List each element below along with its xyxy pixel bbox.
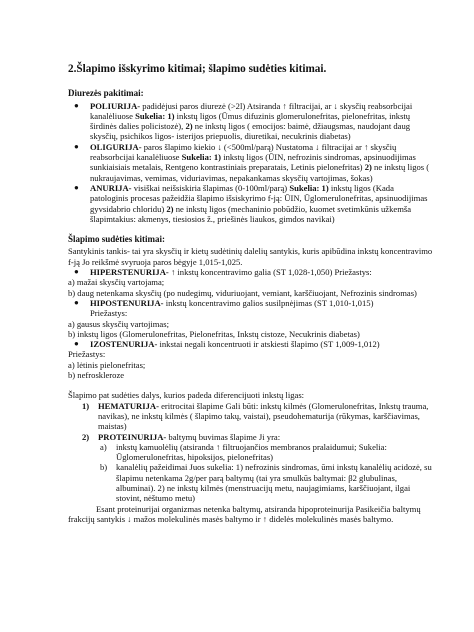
sudetis-intro: Santykinis tankis- tai yra skysčių ir kietų sudėtinių dalelių santykis, kuris apibūdina inkstų koncentravimo f-ją Jo reikšmė svyruoja paros bėgyje 1,015-1,025. xyxy=(68,246,433,267)
list-item xyxy=(68,142,434,183)
text: 2) xyxy=(185,121,193,132)
diureze-heading: Diurezės pakitimai: xyxy=(68,88,144,99)
list-item: b) daug netenkama skysčių (po nudegimų, viduriuojant, vemiant, karščiuojant, Nefrozinis sindromas) xyxy=(68,287,417,298)
patologines-list xyxy=(68,401,434,442)
text: eritrocitai šlapime Gali būti: inkstų kilmės (Glomerulonefritas, Inkstų trauma, navikas), ne inkstų kilmės ( šlapimo takų, vaistai), pseudohematurija (rūkymas, karščiavimas, maistas) xyxy=(98,400,429,432)
text: ne inkstų ligos ( nukraujavimas, vemimas, viduriavimas, nepakankamas skysčių vartojimas, šokas) xyxy=(90,162,430,183)
item-number: 2) xyxy=(82,431,90,442)
text: 2) xyxy=(364,162,372,173)
diureze-list xyxy=(68,101,434,225)
text: ↑ inkstų koncentravimo galia (ST 1,028-1,050) Priežastys: xyxy=(168,267,372,278)
text: ne inkstų ligos (mechaninio pobūdžio, kuomet svetimkūnis užkemša šlapimtakius: akmenys, tiesiosios ž., priešinės liaukos, gimdos navikai) xyxy=(90,203,412,224)
list-item xyxy=(68,183,434,224)
list-item: a) mažai skysčių vartojama; xyxy=(68,277,165,288)
sudetis-list xyxy=(68,298,434,319)
text: visiškai neišsiskiria šlapimas (0-100ml/parą) xyxy=(131,182,290,193)
list-item xyxy=(68,432,434,442)
spacer xyxy=(68,380,434,390)
sudetis-heading: Šlapimo sudėties kitimai: xyxy=(68,234,166,245)
text: inkstų kamuolėlių (atsiranda ↑ filtruojančios membranos pralaidumui; Sukelia: Ūglomerulonefritas, hipoksijos, pielonefritas) xyxy=(116,441,387,463)
text: Sukelia: 1) xyxy=(289,182,329,193)
list-item: a) lėtinis pielonefritas; xyxy=(68,359,146,370)
cause-list xyxy=(68,360,434,381)
spacer xyxy=(68,224,434,234)
list-item xyxy=(68,462,434,503)
text: inkstų ligos (Ūmus difuzinis glomerulonefritas, pielonefritas, inkstų širdinės dalies policistozė), xyxy=(90,110,411,132)
text: ne inkstų ligos ( emocijos: baimė, džiaugsmas, naudojant daug skysčių, psichikos ligos- isterijos priepuolis, diuretikai, necukrinis diabetas) xyxy=(90,121,411,142)
list-item xyxy=(68,339,434,349)
list-item xyxy=(68,442,434,463)
text: paros šlapimo kiekio ↓ (<500ml/parą) Nustatoma ↓ filtracijai ar ↑ skysčių reabsorbcijai kanalėliuose xyxy=(90,141,397,163)
item-letter: a) xyxy=(100,441,107,452)
closing-paragraph: Esant proteinurijai organizmas netenka baltymų, atsiranda hipoproteinurija Pasikeičia baltymų frakcijų santykis ↓ mažos molekulinės masės baltymo ir ↑ didelės molekulinės masės baltymo. xyxy=(68,503,421,524)
text: baltymų buvimas šlapime Ji yra: xyxy=(166,431,281,442)
sudetis-list xyxy=(68,267,434,277)
proteinurija-sublist xyxy=(68,442,434,504)
list-item: b) inkstų ligos (Glomerulonefritas, Pielonefritas, Inkstų cistoze, Necukrinis diabetas) xyxy=(68,328,360,339)
page-title: 2.Šlapimo išskyrimo kitimai; šlapimo sudėties kitimai. xyxy=(68,63,327,75)
text: inkstų koncentravimo galios susilpnėjimas (ST 1,010-1,015) xyxy=(163,297,374,308)
list-item: b) nefroskleroze xyxy=(68,370,125,381)
item-letter: b) xyxy=(100,462,108,473)
term: HIPOSTENURIJA- xyxy=(90,297,164,308)
sudetis-list xyxy=(68,339,434,349)
list-item xyxy=(68,401,434,432)
term: ANURIJA- xyxy=(90,182,132,193)
patologines-intro: Šlapimo pat sudėties dalys, kurios padeda diferencijuoti inkstų ligas: xyxy=(68,390,305,401)
term: HIPERSTENURIJA- xyxy=(90,267,169,278)
text: inkstai negali koncentruoti ir atskiesti šlapimo (ST 1,009-1,012) xyxy=(157,339,380,350)
text: Sukelia: 1) xyxy=(181,152,222,163)
list-item xyxy=(68,101,434,142)
causes-label: Priežastys: xyxy=(68,349,106,360)
term: HEMATURIJA- xyxy=(98,400,159,411)
term: PROTEINURIJA- xyxy=(98,431,167,442)
text: padidėjusi paros diurezė (>2l) Atsiranda ↑ filtracijai, ar ↓ skysčių reabsorbcijai kanalėliuose xyxy=(90,100,413,121)
list-item xyxy=(68,267,434,277)
causes-label: Priežastys: xyxy=(90,308,128,319)
list-item: a) gausus skysčių vartojimas; xyxy=(68,318,169,329)
term: OLIGURIJA- xyxy=(90,141,142,152)
term: POLIURIJA- xyxy=(90,100,141,111)
list-item xyxy=(68,298,434,319)
text: 2) xyxy=(166,203,174,214)
cause-list xyxy=(68,319,434,340)
text: kanalėlių pažeidimai Juos sukelia: 1) nefrozinis sindromas, ūmi inkstų kanalėlių acidozė, su šlapimu netenkama 2g/per parą baltymų (tai yra smulkūs baltymai: β2 glubulinas, albuminai). 2) ne inkstų kilmės (menstruacijų metu, naujagimiams, karščiuojant, ilgai stovint, nėštumo metu) xyxy=(116,462,432,504)
text: inkstų ligos (ŪIN, nefrozinis sindromas, apsinuodijimas sunkiaisiais metalais, Rentgeno kontrastiniais preparatais, Letinis pielonefritas) xyxy=(90,152,416,173)
text: Sukelia: 1) xyxy=(135,110,175,121)
term: IZOSTENURIJA- xyxy=(90,339,158,350)
text: inkstų ligos (Kada patologinis procesas pažeidžia šlapimo išsiskyrimo f-ją: ŪIN, Ūglomerulonefritas, apsinuodijimas gyvsidabrio chloridu) xyxy=(90,182,428,214)
item-number: 1) xyxy=(82,400,90,411)
cause-list xyxy=(68,277,434,298)
